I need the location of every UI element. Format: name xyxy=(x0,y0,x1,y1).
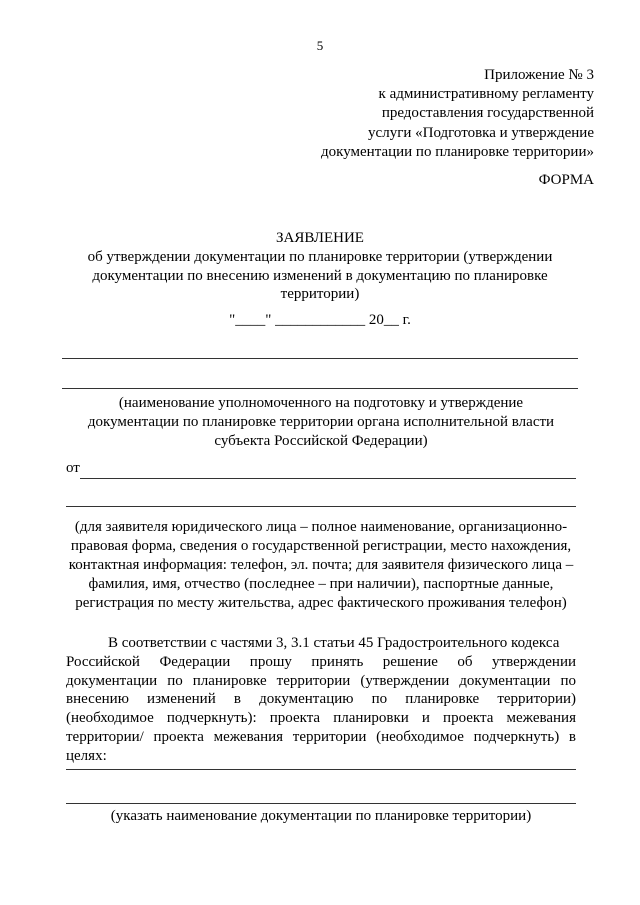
documentation-caption: (указать наименование документации по планировке территории) xyxy=(110,808,532,824)
authority-blank-line-2 xyxy=(62,388,578,389)
documentation-blank-line-2 xyxy=(66,803,576,804)
applicant-caption xyxy=(60,518,582,613)
subtitle-line: об утверждении документации по планировке территории (утверждении xyxy=(87,249,553,265)
caption-line: (наименование уполномоченного на подготовку и утверждение xyxy=(118,395,524,411)
applicant-blank-line-2 xyxy=(66,506,576,507)
page-number: 5 xyxy=(316,38,324,53)
from-label: от xyxy=(66,460,80,476)
authority-blank-line-1 xyxy=(62,358,578,359)
appendix-line: к административному регламенту xyxy=(378,86,594,103)
paragraph-line: документации по планировке территории (утверждении документации по xyxy=(66,672,576,689)
document-subtitle xyxy=(70,248,570,304)
paragraph-line: Российской Федерации прошу принять решение об утверждении xyxy=(66,653,576,670)
documentation-blank-line-1 xyxy=(66,769,576,770)
authority-caption xyxy=(66,394,576,451)
caption-line: фамилия, имя, отчество (последнее – при наличии), паспортные данные, xyxy=(88,576,554,592)
paragraph-line: территории/ проекта межевания территории (необходимое подчеркнуть) в xyxy=(66,728,576,745)
appendix-line: услуги «Подготовка и утверждение xyxy=(368,124,594,141)
paragraph-line: целях: xyxy=(66,747,107,764)
caption-line: правовая форма, сведения о государственной регистрации, место нахождения, xyxy=(70,538,572,554)
appendix-line: документации по планировке территории» xyxy=(321,143,594,160)
paragraph-line: В соответствии с частями 3, 3.1 статьи 45 Градостроительного кодекса xyxy=(108,635,560,651)
document-title: ЗАЯВЛЕНИЕ xyxy=(276,230,364,246)
caption-line: контактная информация: телефон, эл. почта; для заявителя физического лица – xyxy=(68,557,574,573)
applicant-blank-line-1 xyxy=(80,478,576,479)
subtitle-line: документации по внесению изменений в документацию по планировке xyxy=(92,267,548,284)
paragraph-line: внесению изменений в документацию по планировке территории) xyxy=(66,691,576,708)
caption-line: документации по планировке территории органа исполнительной власти xyxy=(87,414,555,430)
appendix-line: предоставления государственной xyxy=(381,105,594,122)
form-label: ФОРМА xyxy=(538,172,594,188)
caption-line: субъекта Российской Федерации) xyxy=(214,433,428,449)
subtitle-line: территории) xyxy=(280,286,360,302)
appendix-header xyxy=(234,66,594,162)
paragraph-line: (необходимое подчеркнуть): проекта планировки и проекта межевания xyxy=(66,710,576,727)
date-line: "____" ____________ 20__ г. xyxy=(229,312,411,328)
caption-line: регистрация по месту жительства, адрес фактического проживания телефон) xyxy=(75,595,567,611)
appendix-line: Приложение № 3 xyxy=(484,67,594,83)
caption-line: (для заявителя юридического лица – полное наименование, организационно- xyxy=(74,519,568,535)
request-paragraph xyxy=(66,634,576,766)
